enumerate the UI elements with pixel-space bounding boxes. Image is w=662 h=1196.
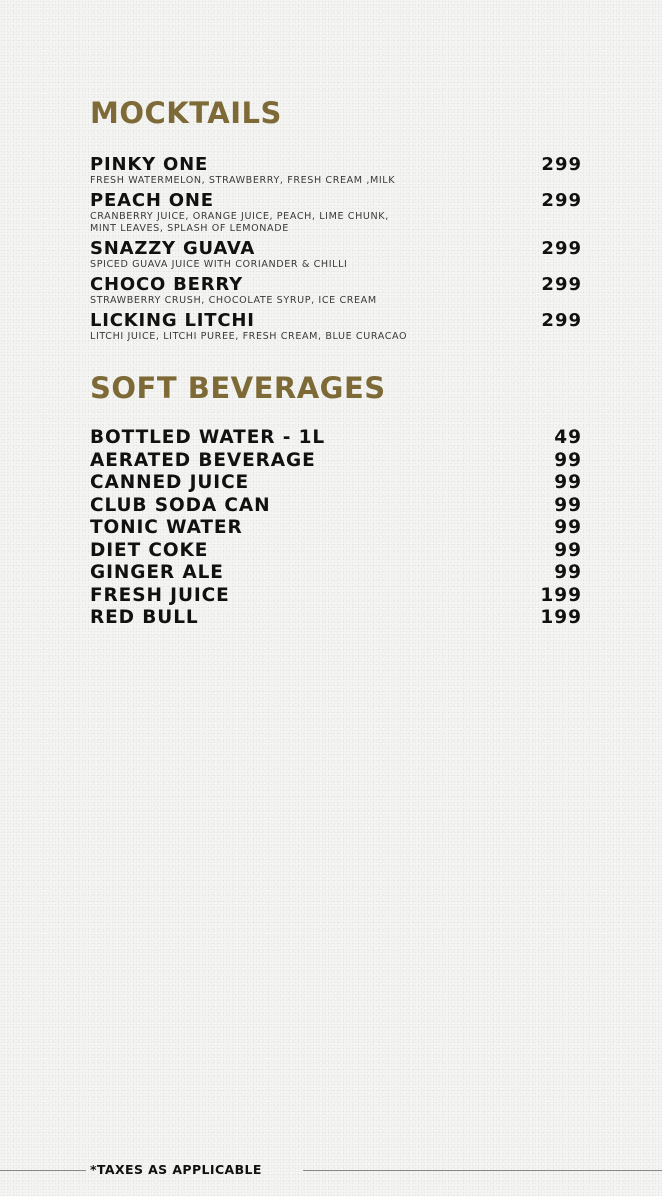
menu-item-red-bull <box>90 607 582 630</box>
mocktails-list <box>90 154 582 346</box>
item-name: SNAZZY GUAVA <box>90 238 256 259</box>
item-price: 99 <box>554 494 582 516</box>
item-price: 299 <box>541 154 582 175</box>
mocktails-heading: MOCKTAILS <box>90 96 282 130</box>
menu-item-fresh-juice <box>90 585 582 608</box>
item-name: CHOCO BERRY <box>90 274 243 295</box>
footer <box>0 1160 662 1182</box>
item-price: 99 <box>554 517 582 538</box>
item-name: DIET COKE <box>90 539 209 561</box>
item-description: SPICED GUAVA JUICE WITH CORIANDER & CHILLI <box>90 259 348 270</box>
soft-beverages-list <box>90 427 582 630</box>
menu-item-snazzy-guava <box>90 238 582 274</box>
item-price: 99 <box>554 539 582 561</box>
item-name: RED BULL <box>90 607 199 628</box>
menu-item-ginger-ale <box>90 562 582 585</box>
menu-item-bottled-water <box>90 427 582 450</box>
item-description: CRANBERRY JUICE, ORANGE JUICE, PEACH, LIME CHUNK, <box>90 211 389 222</box>
item-price: 99 <box>554 449 582 471</box>
menu-item-tonic-water <box>90 517 582 540</box>
taxes-note: *TAXES AS APPLICABLE <box>90 1162 262 1177</box>
menu-item-choco-berry <box>90 274 582 310</box>
menu-item-aerated-beverage <box>90 450 582 473</box>
item-name: LICKING LITCHI <box>90 310 255 331</box>
menu-item-club-soda-can <box>90 495 582 518</box>
item-name: TONIC WATER <box>90 517 243 538</box>
menu-item-diet-coke <box>90 540 582 563</box>
item-name: AERATED BEVERAGE <box>90 449 316 471</box>
menu-item-pinky-one <box>90 154 582 190</box>
item-name: FRESH JUICE <box>90 584 230 606</box>
item-price: 299 <box>541 310 582 331</box>
soft-beverages-heading: SOFT BEVERAGES <box>90 371 386 405</box>
item-name: BOTTLED WATER - 1L <box>90 427 326 448</box>
item-description-line-2: MINT LEAVES, SPLASH OF LEMONADE <box>90 223 289 234</box>
footer-divider-left <box>0 1170 86 1171</box>
menu-item-licking-litchi <box>90 310 582 346</box>
item-name: PINKY ONE <box>90 154 209 175</box>
item-name: CLUB SODA CAN <box>90 494 271 516</box>
item-price: 199 <box>540 607 582 628</box>
menu-item-peach-one <box>90 190 582 238</box>
item-description: FRESH WATERMELON, STRAWBERRY, FRESH CREAM ,MILK <box>90 175 396 186</box>
item-name: PEACH ONE <box>90 190 214 211</box>
item-price: 199 <box>540 584 582 606</box>
item-price: 299 <box>541 238 582 259</box>
item-description: LITCHI JUICE, LITCHI PUREE, FRESH CREAM, BLUE CURACAO <box>90 331 408 342</box>
item-name: GINGER ALE <box>90 562 224 583</box>
item-price: 49 <box>554 427 582 448</box>
menu-item-canned-juice <box>90 472 582 495</box>
footer-divider-right <box>303 1170 662 1171</box>
item-price: 299 <box>541 190 582 211</box>
item-price: 99 <box>554 472 582 493</box>
item-price: 299 <box>541 274 582 295</box>
item-description: STRAWBERRY CRUSH, CHOCOLATE SYRUP, ICE CREAM <box>90 295 377 306</box>
item-price: 99 <box>554 562 582 583</box>
item-name: CANNED JUICE <box>90 472 250 493</box>
